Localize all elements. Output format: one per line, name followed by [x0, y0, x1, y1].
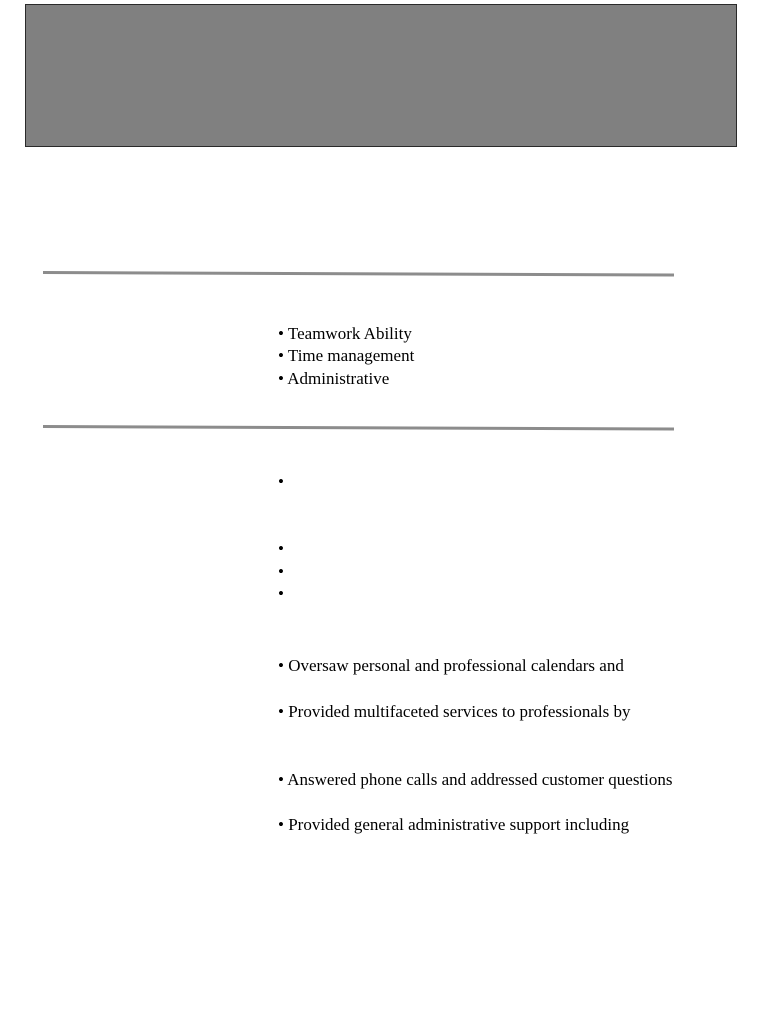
skill-item-text: Teamwork Ability: [287, 324, 412, 343]
bullet: •: [278, 324, 284, 343]
bullet: •: [278, 702, 284, 721]
skill-item: [278, 368, 389, 390]
bullet: •: [278, 656, 284, 675]
experience-item: [278, 769, 673, 791]
skill-item: [278, 345, 414, 367]
empty-bullet: [278, 471, 284, 493]
bullet: •: [278, 346, 284, 365]
section-divider: [43, 271, 674, 277]
experience-item: [278, 701, 630, 723]
bullet: •: [278, 562, 284, 581]
bullet: •: [278, 472, 284, 491]
experience-item-text: Provided general administrative support including: [288, 815, 630, 834]
skill-item-text: Time management: [287, 346, 415, 365]
empty-bullet: [278, 583, 284, 605]
empty-bullet: [278, 538, 284, 560]
bullet: •: [278, 770, 284, 789]
empty-bullet: [278, 561, 284, 583]
experience-item-text: Provided multifaceted services to professionals by: [288, 702, 631, 721]
experience-item-text: Answered phone calls and addressed customer questions: [287, 770, 673, 789]
bullet: •: [278, 815, 284, 834]
experience-item-text: Oversaw personal and professional calendars and: [288, 656, 624, 675]
section-divider: [43, 425, 674, 431]
experience-item: [278, 814, 629, 836]
header-banner: [25, 4, 737, 147]
skill-item-text: Administrative: [287, 369, 390, 388]
skill-item: [278, 323, 412, 345]
bullet: •: [278, 539, 284, 558]
bullet: •: [278, 584, 284, 603]
bullet: •: [278, 369, 284, 388]
experience-item: [278, 655, 624, 677]
